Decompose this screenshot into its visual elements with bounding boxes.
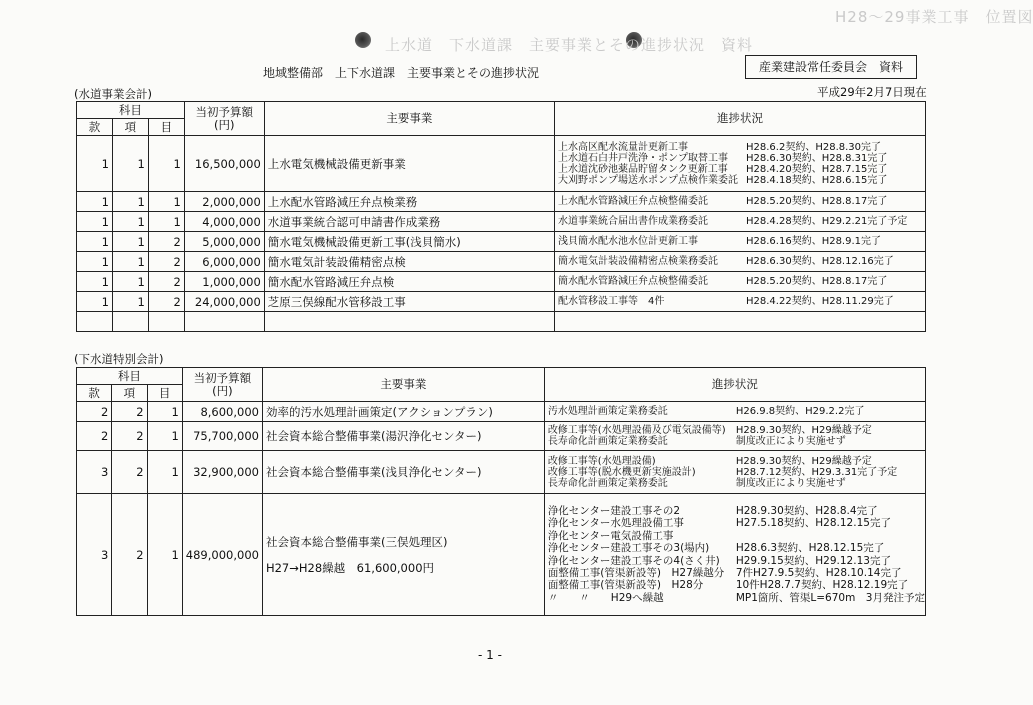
progress-status: H27.5.18契約、H28.12.15完了 xyxy=(735,517,891,530)
progress-cell xyxy=(544,402,925,422)
kan-cell: 1 xyxy=(77,232,113,252)
project-name: 効率的汚水処理計画策定(アクションプラン) xyxy=(265,404,493,419)
progress-status: H28.5.20契約、H28.8.17完了 xyxy=(746,276,888,287)
table-row xyxy=(77,192,926,212)
col-moku-header: 目 xyxy=(147,385,182,402)
progress-line xyxy=(548,436,925,447)
progress-cell xyxy=(544,494,925,616)
col-project-header: 主要事業 xyxy=(262,368,544,402)
bleed-through-text-left: 上水道 下水道課 主要事業とその進捗状況 資料 xyxy=(385,36,754,54)
progress-item: 長寿命化計画策定業務委託 xyxy=(547,436,668,447)
progress-line xyxy=(558,196,925,207)
progress-item: 〃 〃 H29へ繰越 xyxy=(547,591,664,604)
progress-line xyxy=(558,142,925,153)
table-row xyxy=(77,422,926,451)
budget-cell: 75,700,000 xyxy=(182,422,262,451)
progress-item: 大刈野ポンプ場送水ポンプ点検作業委託 xyxy=(558,174,738,186)
kan-cell: 1 xyxy=(77,212,113,232)
project-name: 簡水配水管路減圧弁点検 xyxy=(267,274,395,289)
table-row xyxy=(77,232,926,252)
progress-status: H28.9.30契約、H29繰越予定 xyxy=(735,455,872,467)
table-row xyxy=(77,451,926,494)
progress-line xyxy=(548,478,925,489)
carryover-note: H27→H28繰越 61,600,000円 xyxy=(265,560,435,575)
kou-cell: 2 xyxy=(112,422,147,451)
budget-cell: 489,000,000 xyxy=(182,494,262,616)
kou-cell: 2 xyxy=(112,451,147,494)
progress-item: 上水道沈砂池薬品貯留タンク更新工事 xyxy=(558,163,728,175)
progress-cell xyxy=(555,136,926,192)
moku-cell: 1 xyxy=(148,212,184,232)
water-account-table xyxy=(76,101,926,332)
progress-item: 改修工事等(水処理設備) xyxy=(547,455,656,467)
project-cell xyxy=(262,494,544,616)
progress-item: 浄化センター建設工事その3(場内) xyxy=(547,542,710,555)
progress-line xyxy=(558,236,925,247)
col-budget-header: 当初予算額(円) xyxy=(184,102,264,136)
progress-line xyxy=(558,276,925,287)
project-cell xyxy=(262,402,544,422)
bleed-through-text-right: H28～29事業工事 位置図 xyxy=(835,8,1033,26)
progress-status: H28.6.3契約、H28.12.15完了 xyxy=(735,542,885,555)
progress-status: H28.5.20契約、H28.8.17完了 xyxy=(746,196,888,207)
progress-item: 浄化センター電気設備工事 xyxy=(547,529,674,542)
progress-item: 汚水処理計画策定業務委託 xyxy=(547,406,668,417)
project-cell xyxy=(264,212,554,232)
progress-item: 浄化センター水処理設備工事 xyxy=(547,517,684,530)
col-kou-header: 項 xyxy=(112,119,148,136)
moku-cell: 1 xyxy=(147,451,182,494)
table-row xyxy=(77,212,926,232)
progress-status: 7件H27.9.5契約、H28.10.14完了 xyxy=(735,566,902,579)
progress-item: 配水管移設工事等 4件 xyxy=(558,296,665,307)
kan-cell: 1 xyxy=(77,192,113,212)
progress-status: H28.9.30契約、H29繰越予定 xyxy=(735,425,872,436)
progress-line xyxy=(548,530,925,542)
progress-status: H28.9.30契約、H28.8.4完了 xyxy=(735,504,878,517)
col-group-header: 科目 xyxy=(77,102,185,119)
col-budget-header: 当初予算額(円) xyxy=(182,368,262,402)
project-name: 社会資本総合整備事業(浅貝浄化センター) xyxy=(265,465,482,479)
progress-item: 上水道石白井戸洗浄・ポンプ取替工事 xyxy=(558,152,728,164)
progress-cell xyxy=(555,312,926,332)
moku-cell: 1 xyxy=(147,422,182,451)
budget-cell: 24,000,000 xyxy=(184,292,264,312)
budget-cell: 5,000,000 xyxy=(184,232,264,252)
moku-cell: 2 xyxy=(148,252,184,272)
punch-hole-left xyxy=(355,32,371,48)
project-name: 社会資本総合整備事業(湯沢浄化センター) xyxy=(265,429,482,443)
project-cell xyxy=(262,451,544,494)
sewer-section-label: (下水道特別会計) xyxy=(74,352,164,366)
project-cell xyxy=(264,292,554,312)
progress-item: 水道事業統合届出書作成業務委託 xyxy=(558,216,708,227)
budget-cell: 1,000,000 xyxy=(184,272,264,292)
budget-cell xyxy=(184,312,264,332)
moku-cell: 2 xyxy=(148,272,184,292)
progress-item: 改修工事等(脱水機更新実施設計) xyxy=(547,466,696,478)
progress-line xyxy=(548,467,925,478)
table-row xyxy=(77,136,926,192)
progress-item: 面整備工事(管渠新設等) H28分 xyxy=(547,579,704,592)
project-name: 芝原三俣線配水管移設工事 xyxy=(267,294,406,309)
progress-line xyxy=(558,153,925,164)
budget-cell: 16,500,000 xyxy=(184,136,264,192)
sewer-account-table xyxy=(76,367,926,616)
page-number: - 1 - xyxy=(478,648,502,662)
kan-cell: 1 xyxy=(77,272,113,292)
col-project-header: 主要事業 xyxy=(264,102,554,136)
progress-status: H26.9.8契約、H29.2.2完了 xyxy=(735,406,865,417)
moku-cell: 1 xyxy=(148,192,184,212)
moku-cell: 2 xyxy=(148,232,184,252)
col-moku-header: 目 xyxy=(148,119,184,136)
progress-status: 10件H28.7.7契約、H28.12.19完了 xyxy=(735,579,909,592)
budget-cell: 32,900,000 xyxy=(182,451,262,494)
col-progress-header: 進捗状況 xyxy=(555,102,926,136)
kou-cell: 1 xyxy=(112,292,148,312)
progress-status: H28.7.12契約、H29.3.31完了予定 xyxy=(735,466,898,478)
table-row xyxy=(77,292,926,312)
progress-status: H28.6.30契約、H28.12.16完了 xyxy=(746,256,894,267)
project-name: 簡水電気計装設備精密点検 xyxy=(267,254,406,269)
kan-cell: 1 xyxy=(77,252,113,272)
progress-status: H28.6.16契約、H28.9.1完了 xyxy=(746,236,882,247)
col-kou-header: 項 xyxy=(112,385,147,402)
progress-item: 簡水配水管路減圧弁点検整備委託 xyxy=(558,276,708,287)
progress-line xyxy=(558,296,925,307)
page-title: 地域整備部 上下水道課 主要事業とその進捗状況 xyxy=(263,66,540,80)
water-section-label: (水道事業会計) xyxy=(74,87,152,101)
progress-status: 制度改正により実施せず xyxy=(735,477,846,489)
kan-cell: 3 xyxy=(77,494,112,616)
project-cell xyxy=(264,232,554,252)
table-row xyxy=(77,252,926,272)
moku-cell: 1 xyxy=(148,136,184,192)
kan-cell: 2 xyxy=(77,402,112,422)
progress-line xyxy=(558,256,925,267)
committee-badge: 産業建設常任委員会 資料 xyxy=(745,55,917,79)
progress-cell xyxy=(544,422,925,451)
progress-status: H29.9.15契約、H29.12.13完了 xyxy=(735,554,891,567)
project-name: 簡水電気機械設備更新工事(浅貝簡水) xyxy=(267,234,461,249)
progress-line xyxy=(548,517,925,529)
table-row xyxy=(77,494,926,616)
progress-status: H28.4.28契約、H29.2.21完了予定 xyxy=(746,216,908,227)
progress-item: 上水配水管路減圧弁点検整備委託 xyxy=(558,196,708,207)
kan-cell xyxy=(77,312,113,332)
progress-item: 改修工事等(水処理設備及び電気設備等) xyxy=(547,425,726,436)
project-name: 上水電気機械設備更新事業 xyxy=(267,156,406,171)
progress-line xyxy=(548,406,925,417)
progress-cell xyxy=(555,292,926,312)
progress-cell xyxy=(555,232,926,252)
budget-cell: 6,000,000 xyxy=(184,252,264,272)
kou-cell: 1 xyxy=(112,192,148,212)
project-cell xyxy=(264,272,554,292)
project-name: 上水配水管路減圧弁点検業務 xyxy=(267,194,418,209)
project-cell xyxy=(264,312,554,332)
progress-status: H28.6.2契約、H28.8.30完了 xyxy=(746,141,882,153)
kan-cell: 2 xyxy=(77,422,112,451)
progress-cell xyxy=(544,451,925,494)
kou-cell: 1 xyxy=(112,252,148,272)
progress-status: MP1箇所、管渠L=670m 3月発注予定 xyxy=(735,591,925,604)
col-kan-header: 款 xyxy=(77,385,112,402)
kan-cell: 1 xyxy=(77,292,113,312)
project-name: 水道事業統合認可申請書作成業務 xyxy=(267,214,441,229)
progress-item: 浄化センター建設工事その4(さく井) xyxy=(547,554,720,567)
progress-item: 簡水電気計装設備精密点検業務委託 xyxy=(558,256,718,267)
progress-status: H28.4.18契約、H28.6.15完了 xyxy=(746,174,888,186)
progress-cell xyxy=(555,252,926,272)
progress-item: 浄化センター建設工事その2 xyxy=(547,504,681,517)
budget-cell: 2,000,000 xyxy=(184,192,264,212)
progress-line xyxy=(548,456,925,467)
progress-status: H28.6.30契約、H28.8.31完了 xyxy=(746,152,888,164)
project-cell xyxy=(264,192,554,212)
table-row xyxy=(77,272,926,292)
moku-cell: 1 xyxy=(147,402,182,422)
progress-line xyxy=(548,555,925,567)
progress-line xyxy=(558,164,925,175)
progress-status: 制度改正により実施せず xyxy=(735,436,846,447)
progress-cell xyxy=(555,192,926,212)
progress-line xyxy=(548,592,925,604)
progress-line xyxy=(548,505,925,517)
as-of-date: 平成29年2月7日現在 xyxy=(817,85,927,99)
progress-item: 長寿命化計画策定業務委託 xyxy=(547,477,668,489)
project-name: 社会資本総合整備事業(三俣処理区) xyxy=(265,534,448,549)
moku-cell: 2 xyxy=(148,292,184,312)
kou-cell: 1 xyxy=(112,232,148,252)
progress-cell xyxy=(555,212,926,232)
budget-cell: 4,000,000 xyxy=(184,212,264,232)
kan-cell: 3 xyxy=(77,451,112,494)
col-kan-header: 款 xyxy=(77,119,113,136)
kou-cell: 2 xyxy=(112,494,147,616)
progress-line xyxy=(548,579,925,591)
col-progress-header: 進捗状況 xyxy=(544,368,925,402)
table-row xyxy=(77,312,926,332)
progress-line xyxy=(558,216,925,227)
table-row xyxy=(77,402,926,422)
project-cell xyxy=(262,422,544,451)
kou-cell: 2 xyxy=(112,402,147,422)
kou-cell: 1 xyxy=(112,136,148,192)
kou-cell: 1 xyxy=(112,212,148,232)
progress-line xyxy=(548,425,925,436)
kou-cell xyxy=(112,312,148,332)
kan-cell: 1 xyxy=(77,136,113,192)
budget-cell: 8,600,000 xyxy=(182,402,262,422)
moku-cell: 1 xyxy=(147,494,182,616)
progress-line xyxy=(548,542,925,554)
progress-item: 上水高区配水流量計更新工事 xyxy=(558,141,688,153)
progress-item: 浅貝簡水配水池水位計更新工事 xyxy=(558,236,698,247)
progress-line xyxy=(548,567,925,579)
project-cell xyxy=(264,252,554,272)
progress-item: 面整備工事(管渠新設等) H27繰越分 xyxy=(547,566,725,579)
progress-status: H28.4.20契約、H28.7.15完了 xyxy=(746,163,888,175)
project-cell xyxy=(264,136,554,192)
moku-cell xyxy=(148,312,184,332)
progress-cell xyxy=(555,272,926,292)
kou-cell: 1 xyxy=(112,272,148,292)
progress-status: H28.4.22契約、H28.11.29完了 xyxy=(746,296,894,307)
progress-line xyxy=(558,175,925,186)
col-group-header: 科目 xyxy=(77,368,183,385)
